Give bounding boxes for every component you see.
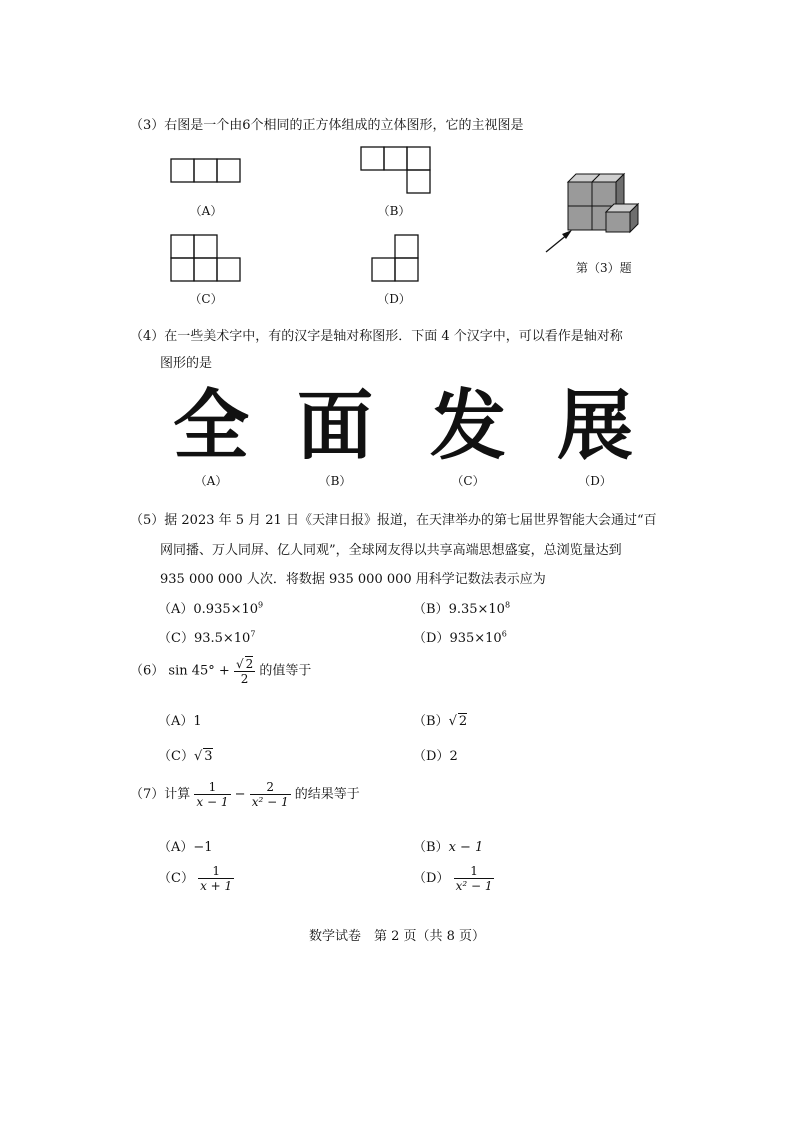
q5-option-d-exp: 6: [501, 629, 507, 639]
q7-option-a: [158, 836, 213, 855]
q7-frac1-num: 1: [208, 780, 217, 794]
q6-option-b-value: 2: [458, 714, 468, 729]
q3-figure-caption: 第（3）题: [576, 261, 632, 275]
q6-option-a-value: 1: [193, 714, 202, 729]
q7-option-d-label: （D）: [413, 871, 450, 886]
q6-option-c-label: （C）: [158, 749, 194, 764]
q7-prefix: （7）计算: [130, 787, 191, 802]
q3-option-b-label: （B）: [377, 204, 411, 218]
q5-option-b-label: （B）: [413, 602, 449, 617]
q5-option-c-mantissa: 93.5×10: [193, 631, 251, 646]
q4-label-c: （C）: [451, 474, 485, 488]
q7-option-a-label: （A）: [158, 840, 194, 855]
q3-option-a-label: （A）: [189, 204, 223, 218]
q7-option-b-label: （B）: [413, 840, 449, 855]
q4-label-b: （B）: [318, 474, 352, 488]
q6-option-b: [413, 710, 467, 729]
q4-char-b: 面: [297, 381, 373, 470]
q5-option-c-exp: 7: [250, 629, 256, 639]
q6-option-d: [413, 745, 458, 764]
q3-option-d-label: （D）: [377, 292, 411, 306]
q6-option-a: [158, 710, 202, 729]
q7-option-c-den: x + 1: [200, 879, 233, 893]
q5-option-b: [413, 598, 510, 617]
q3-option-c-figure: [170, 234, 244, 284]
q5-line2: 网同播、万人同屏、亿人同观”，全球网友得以共享高端思想盛宴，总浏览量达到: [160, 543, 622, 558]
q7-option-d-fraction: [454, 864, 495, 893]
q7-option-d-num: 1: [470, 864, 478, 878]
q7-option-c-num: 1: [212, 864, 220, 878]
q3-cube-figure: [540, 168, 660, 258]
q5-option-b-exp: 8: [504, 600, 511, 610]
q3-stem: （3）右图是一个由6个相同的正方体组成的立体图形，它的主视图是: [130, 118, 524, 133]
q6-option-c-radical-icon: √: [193, 749, 203, 764]
q7-option-a-value: −1: [193, 840, 213, 855]
q7-fraction-2: [250, 780, 291, 809]
q6-fraction: [234, 656, 255, 686]
page-footer: 数学试卷 第 2 页（共 8 页）: [308, 929, 486, 944]
q4-char-a: 全: [173, 381, 249, 470]
q6-option-d-value: 2: [449, 749, 458, 764]
q6-suffix: 的值等于: [259, 663, 312, 679]
q7-minus: −: [234, 787, 246, 802]
q5-option-b-mantissa: 9.35×10: [448, 602, 505, 617]
q5-option-c: [158, 627, 255, 646]
q6-option-a-label: （A）: [158, 714, 194, 729]
q6-radical-icon: √: [235, 657, 244, 671]
q6-frac-num: 2: [245, 657, 254, 671]
q6-option-b-radical-icon: √: [448, 714, 457, 729]
q7-stem: [130, 780, 360, 809]
q5-line3: 935 000 000 人次．将数据 935 000 000 用科学记数法表示应为: [160, 572, 546, 587]
q7-option-c-label: （C）: [158, 871, 194, 886]
q5-option-a-mantissa: 0.935×10: [193, 602, 259, 617]
q6-frac-den: 2: [234, 671, 255, 686]
q7-option-d: [413, 864, 494, 893]
q7-option-b-value: x − 1: [448, 840, 484, 855]
q3-option-d-figure: [371, 234, 421, 284]
q6-option-b-label: （B）: [413, 714, 449, 729]
q7-option-c-fraction: [198, 864, 234, 893]
q7-suffix: 的结果等于: [294, 787, 360, 802]
q6-expr-lead: sin 45° +: [168, 663, 230, 679]
q6-prefix: （6）: [130, 663, 165, 679]
q6-stem: [130, 656, 311, 686]
q5-option-a-label: （A）: [158, 602, 194, 617]
q7-option-b: [413, 836, 483, 855]
q6-option-c-value: 3: [204, 749, 213, 764]
q3-option-b-figure: [360, 146, 434, 196]
q3-option-a-figure: [170, 158, 244, 184]
q4-stem-line2: 图形的是: [160, 356, 213, 371]
q5-option-d-label: （D）: [413, 631, 450, 646]
q5-option-c-label: （C）: [158, 631, 194, 646]
q6-option-d-label: （D）: [413, 749, 450, 764]
q6-option-c: [158, 745, 213, 764]
q7-frac2-num: 2: [266, 780, 274, 794]
q7-frac2-den: x² − 1: [251, 795, 289, 809]
q5-option-d: [413, 627, 507, 646]
q5-option-a-exp: 9: [258, 600, 264, 610]
q5-option-d-mantissa: 935×10: [449, 631, 502, 646]
q4-label-a: （A）: [194, 474, 228, 488]
q7-frac1-den: x − 1: [196, 795, 229, 809]
q7-option-d-den: x² − 1: [455, 879, 493, 893]
q3-option-c-label: （C）: [189, 292, 223, 306]
q5-line1: （5）据 2023 年 5 月 21 日《天津日报》报道，在天津举办的第七届世界智能大会通过“百: [130, 513, 657, 528]
q7-option-c: [158, 864, 234, 893]
q4-stem-line1: （4）在一些美术字中，有的汉字是轴对称图形．下面 4 个汉字中，可以看作是轴对称: [130, 329, 623, 344]
q7-fraction-1: [194, 780, 230, 809]
q4-char-c: 发: [430, 381, 506, 470]
q4-label-d: （D）: [578, 474, 612, 488]
q4-char-d: 展: [557, 381, 633, 470]
q5-option-a: [158, 598, 263, 617]
